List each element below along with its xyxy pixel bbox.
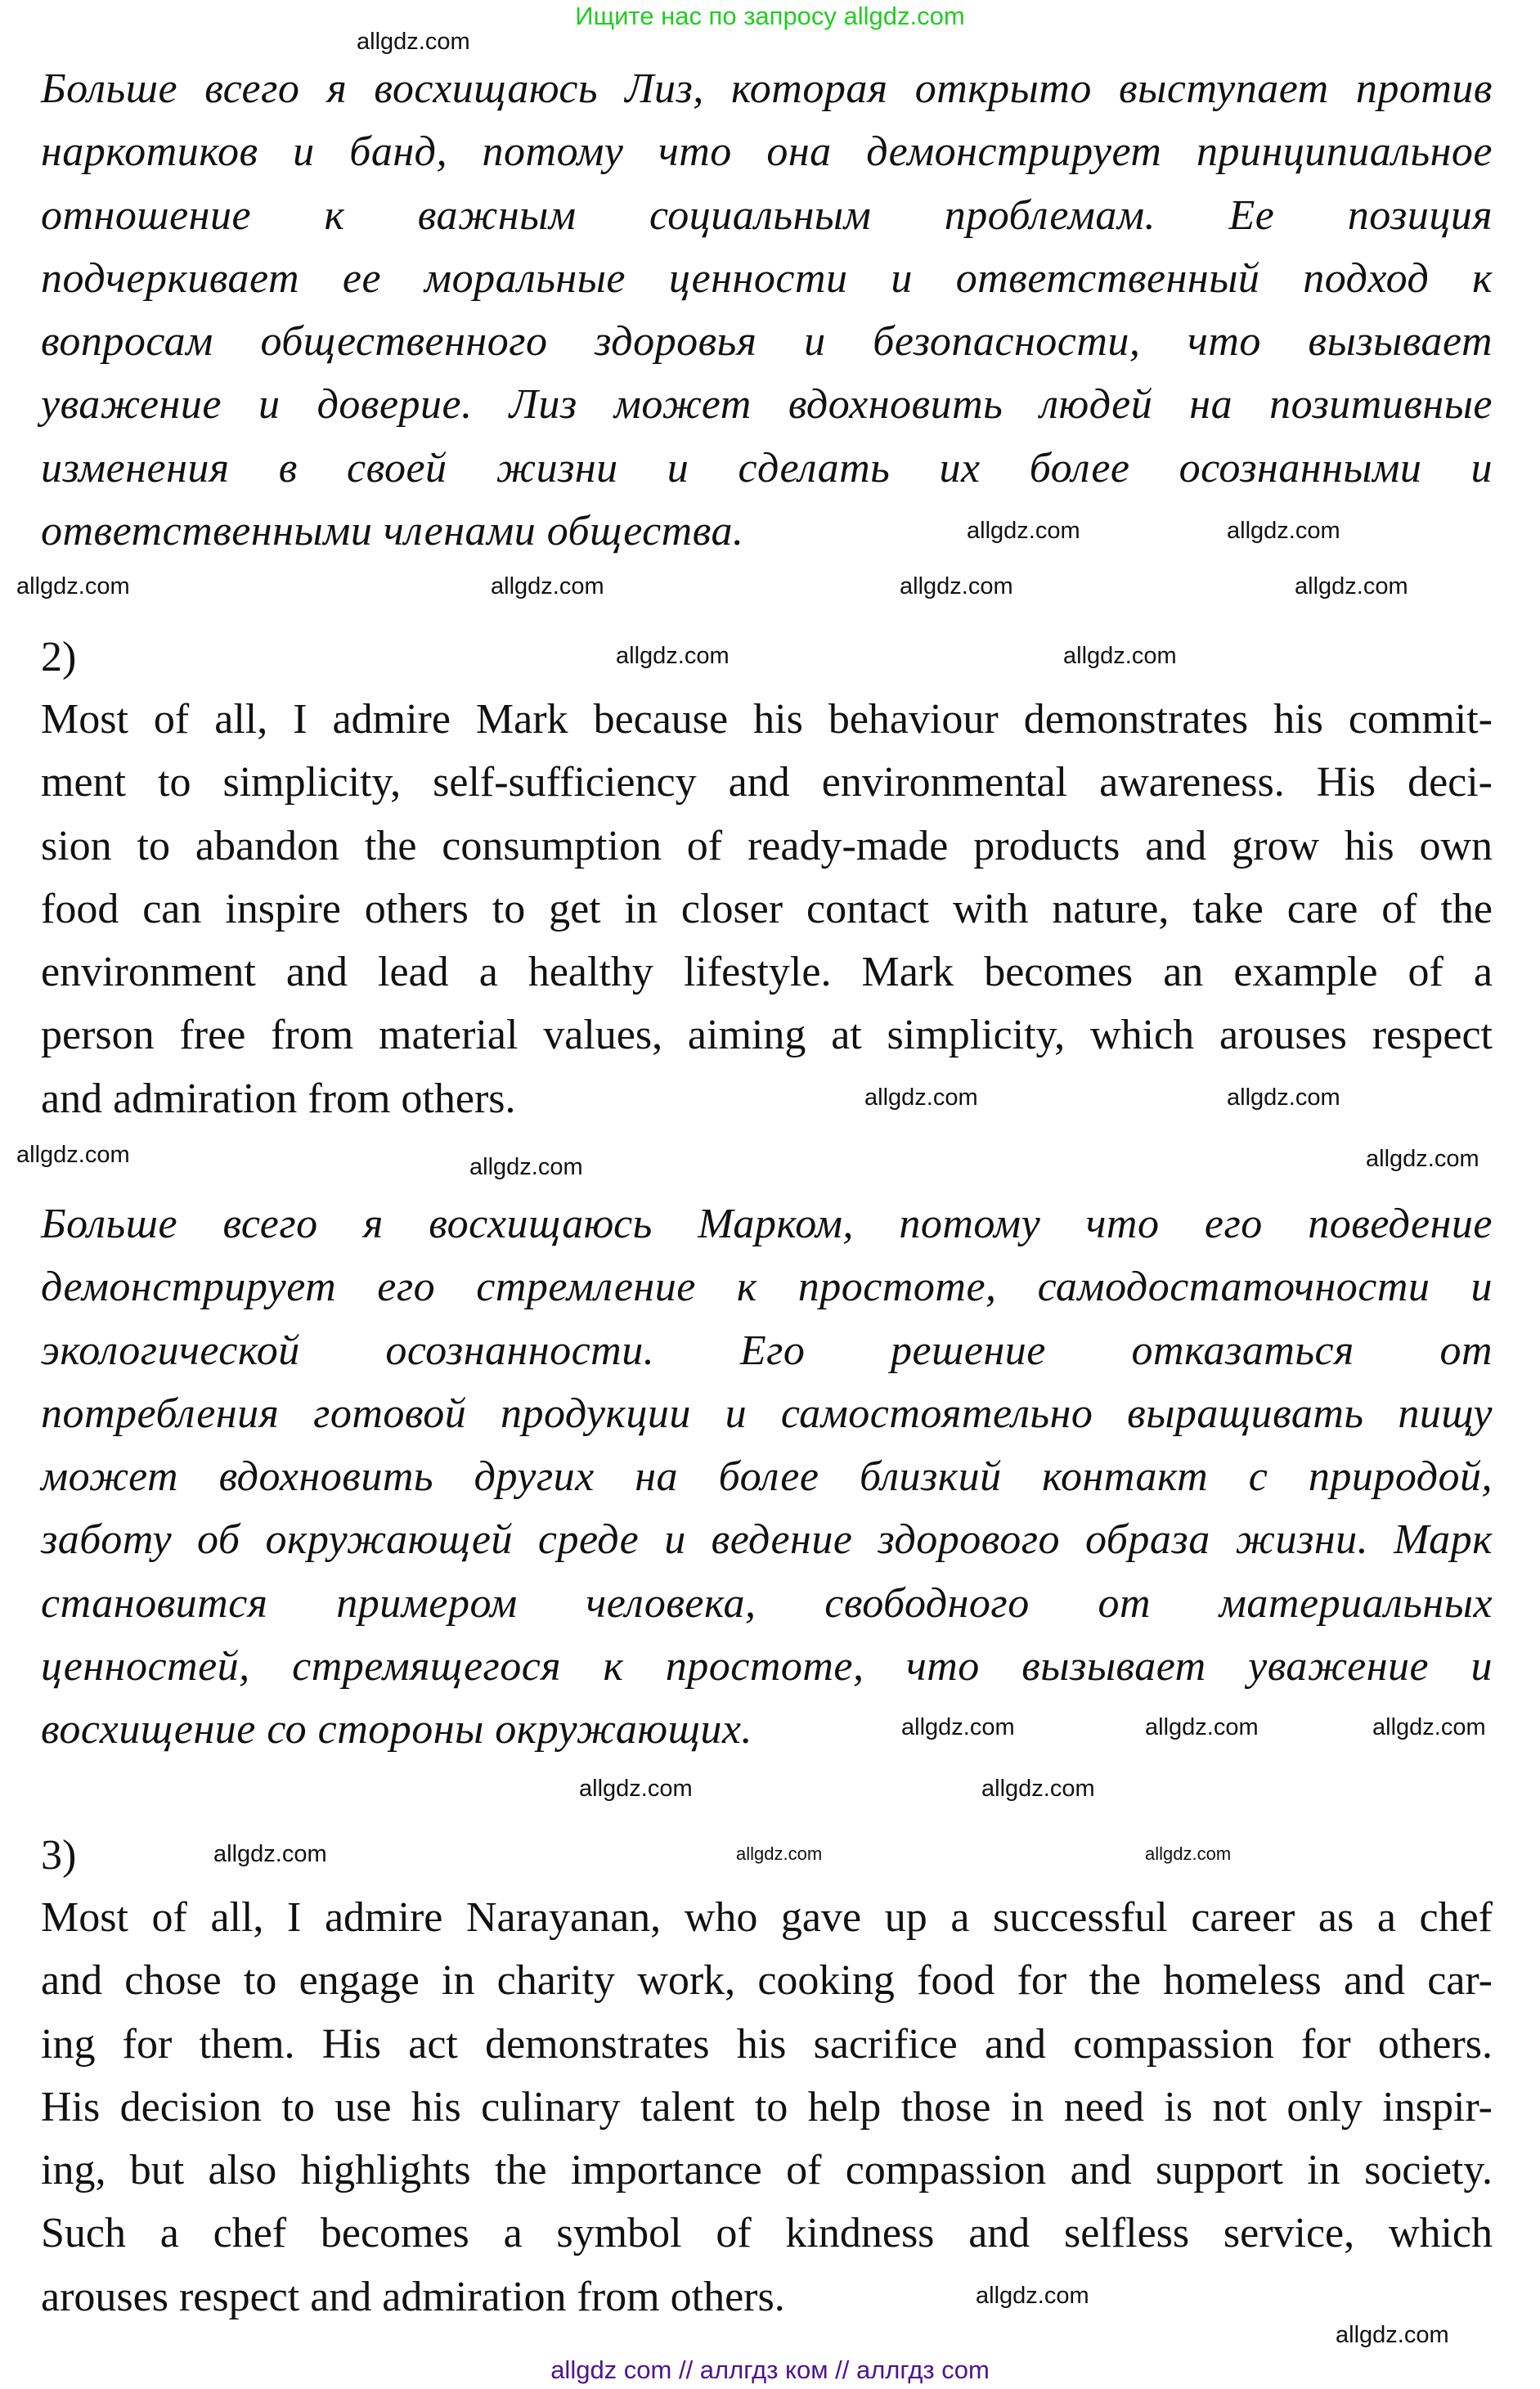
text-line: ment to simplicity, self-sufficiency and environmental awareness. His deci- <box>41 759 1493 806</box>
watermark: allgdz.com <box>1227 1084 1340 1111</box>
text-line: экологической осознанности. Его решение отказаться от <box>41 1327 1493 1374</box>
watermark: allgdz.com <box>864 1084 978 1111</box>
text-line: Больше всего я восхищаюсь Марком, потому что его поведение <box>41 1201 1493 1247</box>
text-line: подчеркивает ее моральные ценности и ответственный подход к <box>41 254 1493 302</box>
watermark: allgdz.com <box>1366 1146 1479 1172</box>
text-line: environment and lead a healthy lifestyle. Mark becomes an example of a <box>41 949 1493 996</box>
text-line: ценностей, стремящегося к простоте, что вызывает уважение и <box>41 1643 1493 1691</box>
text-line: изменения в своей жизни и сделать их более осознанными и <box>41 444 1493 492</box>
text-line: Most of all, I admire Mark because his behaviour demonstrates his commit- <box>41 696 1493 743</box>
watermark: allgdz.com <box>967 518 1080 544</box>
text-line: наркотиков и банд, потому что она демонстрирует принципиальное <box>41 128 1493 176</box>
text-line: уважение и доверие. Лиз может вдохновить людей на позитивные <box>41 381 1493 429</box>
text-line: ing for them. His act demonstrates his sacrifice and compassion for others. <box>41 2020 1493 2068</box>
text-line: потребления готовой продукции и самостоятельно выращивать пищу <box>41 1390 1493 1437</box>
watermark: allgdz.com <box>1145 1843 1232 1864</box>
text-line: His decision to use his culinary talent to help those in need is not only inspir- <box>41 2083 1493 2131</box>
text-line: заботу об окружающей среде и ведение здорового образа жизни. Марк <box>41 1516 1493 1564</box>
text-line: отношение к важным социальным проблемам. Ее позиция <box>41 191 1493 239</box>
watermark: allgdz.com <box>1295 573 1408 599</box>
watermark: allgdz.com <box>1372 1714 1486 1740</box>
watermark: allgdz.com <box>16 1142 130 1168</box>
section-number: 3) <box>41 1832 77 1879</box>
text-line: ing, but also highlights the importance of compassion and support in society. <box>41 2147 1493 2194</box>
watermark: allgdz.com <box>1063 643 1177 669</box>
text-line: and chose to engage in charity work, cooking food for the homeless and car- <box>41 1957 1493 2005</box>
russian-paragraph <box>41 57 1493 563</box>
text-line: and admiration from others. <box>41 1075 516 1122</box>
watermark: allgdz.com <box>16 573 130 599</box>
watermark: allgdz.com <box>579 1776 693 1802</box>
footer-banner: allgdz com // аллгдз ком // аллгдз com <box>550 2355 990 2384</box>
watermark: allgdz.com <box>213 1841 327 1867</box>
watermark: allgdz.com <box>491 573 604 599</box>
text-line: ответственными членами общества. <box>41 508 744 555</box>
english-paragraph <box>41 1886 1493 2328</box>
watermark: allgdz.com <box>469 1154 583 1180</box>
watermark: allgdz.com <box>357 29 470 55</box>
watermark: allgdz.com <box>901 1714 1015 1740</box>
text-line: Most of all, I admire Narayanan, who gave up a successful career as a chef <box>41 1894 1493 1941</box>
search-banner: Ищите нас по запросу allgdz.com <box>575 2 965 30</box>
text-line: arouses respect and admiration from others. <box>41 2273 785 2320</box>
watermark: allgdz.com <box>1227 518 1340 544</box>
text-line: может вдохновить других на более близкий контакт с природой, <box>41 1453 1493 1501</box>
section-number: 2) <box>41 634 77 680</box>
watermark: allgdz.com <box>616 643 730 669</box>
russian-paragraph <box>41 1192 1493 1762</box>
text-line: становится примером человека, свободного от материальных <box>41 1579 1493 1627</box>
text-line: вопросам общественного здоровья и безопасности, что вызывает <box>41 318 1493 366</box>
watermark: allgdz.com <box>976 2283 1089 2309</box>
text-line: sion to abandon the consumption of ready-made products and grow his own <box>41 822 1493 869</box>
watermark: allgdz.com <box>1336 2322 1449 2348</box>
watermark: allgdz.com <box>1145 1714 1259 1740</box>
english-paragraph <box>41 688 1493 1130</box>
text-line: восхищение со стороны окружающих. <box>41 1706 752 1754</box>
watermark: allgdz.com <box>736 1843 823 1864</box>
text-line: демонстрирует его стремление к простоте, самодостаточности и <box>41 1264 1493 1311</box>
watermark: allgdz.com <box>900 573 1013 599</box>
text-line: person free from material values, aiming at simplicity, which arouses respect <box>41 1012 1493 1059</box>
text-line: Больше всего я восхищаюсь Лиз, которая открыто выступает против <box>41 65 1493 112</box>
text-line: food can inspire others to get in closer contact with nature, take care of the <box>41 885 1493 932</box>
text-line: Such a chef becomes a symbol of kindness and selfless service, which <box>41 2210 1493 2257</box>
watermark: allgdz.com <box>981 1776 1095 1802</box>
